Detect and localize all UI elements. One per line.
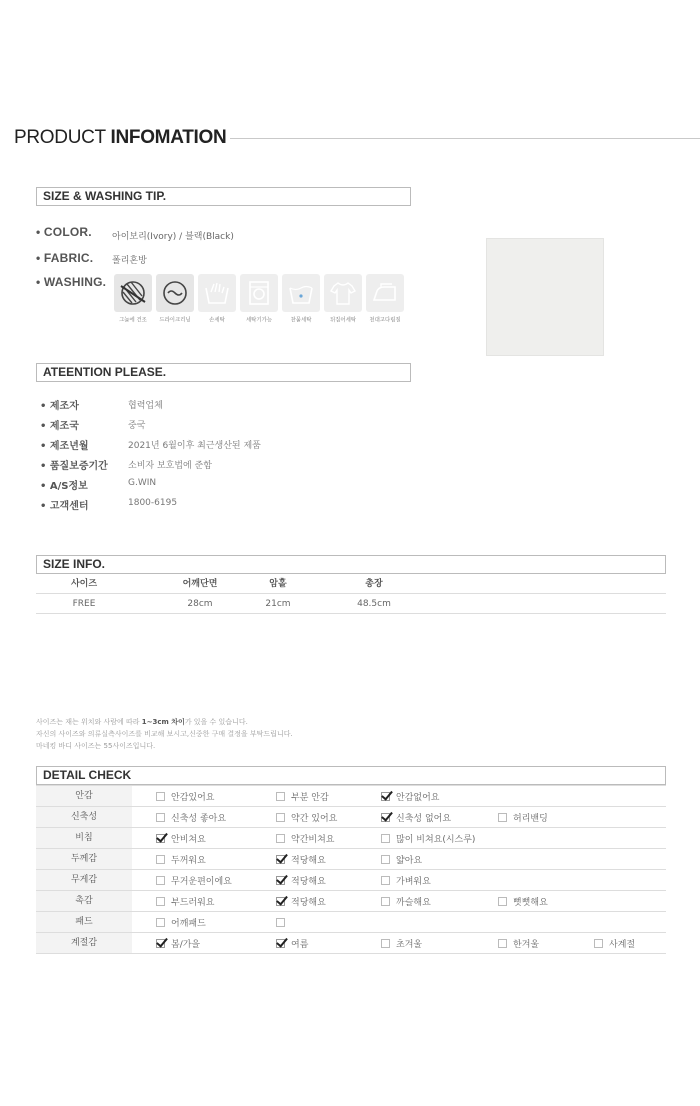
detail-category: 안감 (36, 786, 132, 806)
detail-option-label: 얇아요 (396, 855, 423, 866)
iron-icon (366, 274, 404, 312)
table-row (36, 786, 666, 807)
lay-flat-icon (324, 274, 362, 312)
title-divider (230, 138, 700, 139)
detail-category: 비침 (36, 828, 132, 848)
detail-option (156, 807, 226, 827)
wash-label: 손세탁 (209, 316, 225, 324)
detail-check-section-title: DETAIL CHECK (43, 768, 132, 782)
attention-label: • 제조자 (40, 401, 79, 412)
checkbox-unchecked (156, 855, 165, 864)
detail-category: 패드 (36, 912, 132, 932)
checkbox-unchecked (381, 939, 390, 948)
checkbox-unchecked (156, 897, 165, 906)
table-row (36, 870, 666, 891)
detail-option-label: 약간비쳐요 (291, 834, 335, 845)
detail-option-label: 무거운편이에요 (171, 876, 232, 887)
detail-option (381, 786, 439, 806)
detail-option-label: 약간 있어요 (291, 813, 338, 824)
table-row (36, 933, 666, 954)
attention-value: 소비자 보호법에 준함 (128, 461, 212, 471)
wash-label: 그늘에 건조 (119, 316, 147, 324)
detail-option (156, 828, 206, 848)
wash-item-iron (366, 274, 404, 324)
detail-option (156, 912, 206, 932)
wash-item-hand-wash (198, 274, 236, 324)
wash-item-machine-wash (240, 274, 278, 324)
detail-option (381, 849, 422, 869)
checkbox-unchecked (276, 918, 285, 927)
size-header-cell: 어깨단면 (182, 579, 218, 589)
table-row (36, 912, 666, 933)
shade-dry-icon (114, 274, 152, 312)
detail-check-section-header (36, 766, 666, 785)
wash-item-dry-clean (156, 274, 194, 324)
size-cell: 21cm (265, 599, 291, 609)
detail-option (156, 933, 200, 953)
attention-section-header (36, 363, 411, 382)
wash-item-cold-wash (282, 274, 320, 324)
detail-option (276, 891, 326, 911)
attention-label: • 제조년월 (40, 441, 89, 452)
attention-label: • A/S정보 (40, 481, 88, 492)
detail-option-label: 초겨울 (396, 939, 423, 950)
detail-option-label: 여름 (291, 939, 309, 950)
detail-option (276, 933, 308, 953)
attention-value: 1800-6195 (128, 498, 178, 508)
detail-option (156, 786, 214, 806)
detail-option (276, 912, 291, 932)
checkbox-unchecked (276, 792, 285, 801)
detail-option-label: 두꺼워요 (171, 855, 206, 866)
checkbox-unchecked (381, 855, 390, 864)
detail-option-label: 사계절 (609, 939, 636, 950)
detail-option-label: 부드러워요 (171, 897, 215, 908)
detail-option-label: 한겨울 (513, 939, 540, 950)
size-cell: FREE (72, 599, 96, 609)
detail-option (498, 933, 539, 953)
attention-label: • 품질보증기간 (40, 461, 108, 472)
wash-item-lay-flat (324, 274, 362, 324)
size-cell: 28cm (187, 599, 213, 609)
wash-label: 찬물세탁 (290, 316, 312, 324)
detail-option (276, 849, 326, 869)
checkbox-unchecked (156, 918, 165, 927)
size-washing-section-header (36, 187, 411, 206)
attention-section-title: ATEENTION PLEASE. (43, 365, 167, 379)
checkbox-checked (276, 939, 285, 948)
page-title (14, 127, 226, 149)
color-label: • COLOR. (36, 225, 92, 239)
detail-option (594, 933, 635, 953)
detail-option-label: 적당해요 (291, 897, 326, 908)
wash-label: 천대고다림질 (369, 316, 401, 324)
checkbox-unchecked (381, 876, 390, 885)
checkbox-unchecked (498, 939, 507, 948)
checkbox-unchecked (276, 813, 285, 822)
detail-category: 촉감 (36, 891, 132, 911)
attention-label: • 제조국 (40, 421, 79, 432)
checkbox-unchecked (381, 897, 390, 906)
size-info-section-header (36, 555, 666, 574)
detail-option-label: 안감있어요 (171, 792, 215, 803)
detail-option (381, 828, 475, 848)
detail-option (498, 891, 548, 911)
table-row (36, 891, 666, 912)
hand-wash-icon (198, 274, 236, 312)
checkbox-checked (381, 813, 390, 822)
attention-label: • 고객센터 (40, 501, 89, 512)
detail-option-label: 까슬해요 (396, 897, 431, 908)
detail-option (381, 870, 431, 890)
detail-option-label: 부분 안감 (291, 792, 329, 803)
detail-category: 무게감 (36, 870, 132, 890)
dry-clean-icon (156, 274, 194, 312)
detail-option (381, 933, 422, 953)
table-row (36, 807, 666, 828)
fabric-label: • FABRIC. (36, 251, 94, 265)
color-value: 아이보리(Ivory) / 블랙(Black) (112, 232, 234, 242)
detail-option-label: 적당해요 (291, 876, 326, 887)
size-cell: 48.5cm (357, 599, 391, 609)
detail-option (381, 807, 451, 827)
detail-option-label: 신축성 없어요 (396, 813, 452, 824)
attention-value: 중국 (128, 421, 146, 431)
size-header-cell: 암홀 (269, 579, 287, 589)
checkbox-unchecked (156, 813, 165, 822)
machine-wash-icon (240, 274, 278, 312)
detail-option-label: 안감없어요 (396, 792, 440, 803)
checkbox-unchecked (156, 876, 165, 885)
checkbox-checked (276, 897, 285, 906)
checkbox-unchecked (156, 792, 165, 801)
wash-item-shade-dry (114, 274, 152, 324)
detail-option-label: 적당해요 (291, 855, 326, 866)
detail-category: 두께감 (36, 849, 132, 869)
detail-option-label: 가벼워요 (396, 876, 431, 887)
detail-option (156, 849, 206, 869)
checkbox-checked (276, 876, 285, 885)
size-header-cell: 사이즈 (70, 579, 98, 589)
attention-value: G.WIN (128, 478, 157, 488)
detail-option (276, 870, 326, 890)
detail-option (381, 891, 431, 911)
detail-option-label: 허리밴딩 (513, 813, 548, 824)
table-row (36, 594, 666, 614)
detail-option-label: 봄/가을 (171, 939, 201, 950)
page-title-light: PRODUCT (14, 127, 111, 148)
checkbox-checked (381, 792, 390, 801)
detail-option (156, 870, 232, 890)
detail-option-label: 신축성 좋아요 (171, 813, 227, 824)
size-header-cell: 총장 (365, 579, 383, 589)
attention-value: 협력업체 (128, 401, 163, 411)
checkbox-checked (276, 855, 285, 864)
washing-label: • WASHING. (36, 275, 107, 289)
fabric-value: 폴리혼방 (112, 256, 147, 266)
wash-label: 드라이크리닝 (159, 316, 191, 324)
checkbox-unchecked (276, 834, 285, 843)
detail-option (156, 891, 214, 911)
attention-value: 2021년 6월이후 최근생산된 제품 (128, 441, 261, 451)
wash-label: 뒤집어세탁 (329, 316, 357, 324)
wash-label: 세탁기가능 (245, 316, 273, 324)
checkbox-unchecked (381, 834, 390, 843)
checkbox-unchecked (594, 939, 603, 948)
washing-icons (114, 274, 404, 324)
checkbox-unchecked (498, 813, 507, 822)
note-line-2: 자신의 사이즈와 의류실측사이즈를 비교해 보시고,신중한 구매 결정을 부탁드립니다. (36, 730, 293, 738)
note-line-1: 사이즈는 재는 위치와 사람에 따라 1~3cm 차이가 있을 수 있습니다. (36, 718, 248, 726)
detail-category: 계절감 (36, 933, 132, 953)
detail-category: 신축성 (36, 807, 132, 827)
checkbox-checked (156, 939, 165, 948)
detail-option (276, 828, 334, 848)
detail-option (498, 807, 548, 827)
table-row (36, 828, 666, 849)
detail-option-label: 뻣뻣해요 (513, 897, 548, 908)
detail-option (276, 807, 337, 827)
table-row (36, 849, 666, 870)
size-table (36, 574, 666, 614)
size-washing-section-title: SIZE & WASHING TIP. (43, 189, 167, 203)
detail-option-label: 안비쳐요 (171, 834, 206, 845)
size-notes (36, 716, 293, 752)
cold-wash-icon (282, 274, 320, 312)
size-table-header (36, 574, 666, 594)
color-swatch (486, 238, 604, 356)
size-info-section-title: SIZE INFO. (43, 557, 106, 571)
detail-check-table (36, 785, 666, 954)
page-title-bold: INFOMATION (110, 127, 227, 148)
detail-option (276, 786, 329, 806)
checkbox-checked (156, 834, 165, 843)
note-line-3: 마네킹 바디 사이즈는 55사이즈입니다. (36, 742, 156, 750)
detail-option-label: 어깨패드 (171, 918, 206, 929)
detail-option-label: 많이 비쳐요(시스루) (396, 834, 476, 845)
checkbox-unchecked (498, 897, 507, 906)
